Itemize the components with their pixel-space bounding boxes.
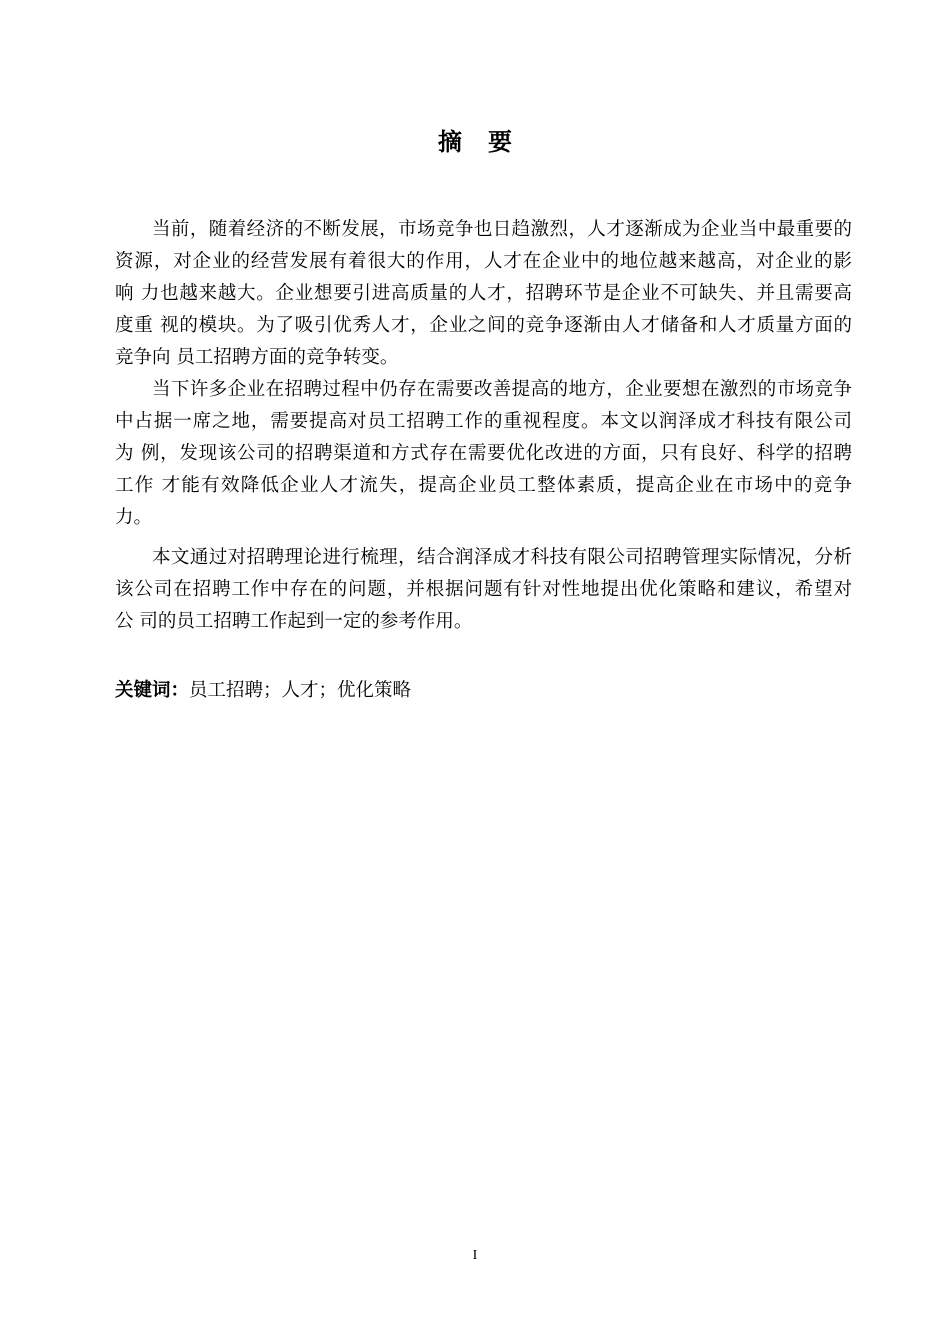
paragraph-line: 本文通过对招聘理论进行梳理，结合润泽成才科技有限公司招聘管理实际情况，分析 (152, 547, 852, 568)
paragraph-line: 当下许多企业在招聘过程中仍存在需要改善提高的地方，企业要想在激烈的市场竞争 (152, 379, 852, 400)
keywords (115, 679, 411, 703)
abstract-title: 摘要 (438, 128, 538, 156)
keywords-label: 关键词： (115, 680, 190, 701)
paragraph-line: 度重 视的模块。为了吸引优秀人才，企业之间的竞争逐渐由人才储备和人才质量方面的 (115, 315, 852, 336)
paragraph-line: 该公司在招聘工作中存在的问题，并根据问题有针对性地提出优化策略和建议，希望对 (115, 579, 852, 600)
paragraph-line: 响 力也越来越大。企业想要引进高质量的人才，招聘环节是企业不可缺失、并且需要高 (115, 283, 852, 304)
paragraph-line: 为 例，发现该公司的招聘渠道和方式存在需要优化改进的方面，只有良好、科学的招聘 (115, 443, 852, 464)
keywords-value: 员工招聘；人才；优化策略 (189, 680, 412, 701)
paragraph-line: 中占据一席之地，需要提高对员工招聘工作的重视程度。本文以润泽成才科技有限公司 (115, 411, 852, 432)
page-number: I (472, 1248, 478, 1263)
paragraph-line: 资源，对企业的经营发展有着很大的作用，人才在企业中的地位越来越高，对企业的影 (115, 251, 852, 272)
paragraph-line: 力。 (115, 507, 153, 528)
paragraph-line: 当前，随着经济的不断发展，市场竞争也日趋激烈，人才逐渐成为企业当中最重要的 (152, 219, 852, 240)
paragraph-line: 竞争向 员工招聘方面的竞争转变。 (115, 347, 399, 368)
paragraph-line: 公 司的员工招聘工作起到一定的参考作用。 (115, 611, 473, 632)
paragraph-line: 工作 才能有效降低企业人才流失，提高企业员工整体素质，提高企业在市场中的竞争 (115, 475, 852, 496)
